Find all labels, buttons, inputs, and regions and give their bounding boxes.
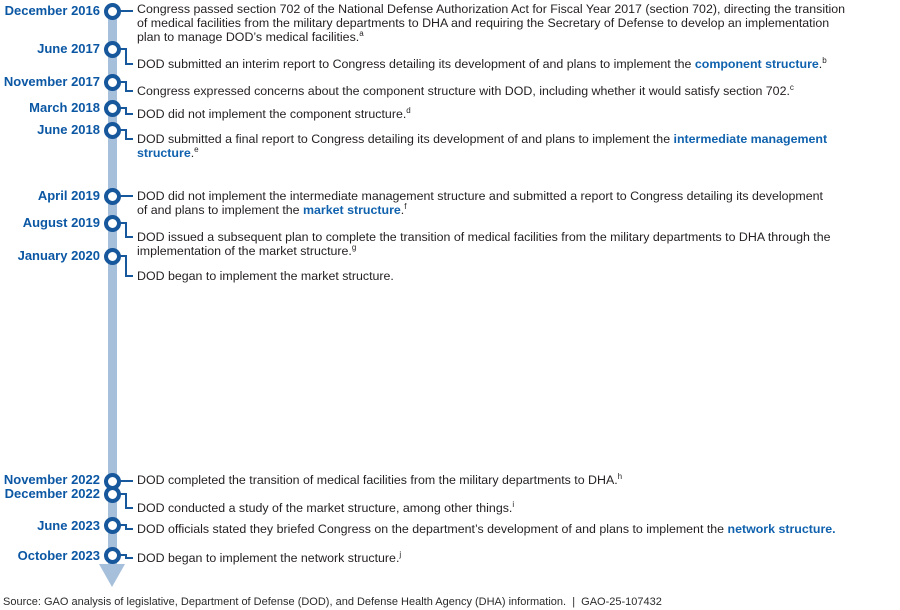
timeline-node-icon — [104, 100, 121, 117]
connector-segment — [125, 90, 134, 93]
event-description: Congress expressed concerns about the component structure with DOD, including whether it would satisfy section 702.$^c$ — [137, 82, 794, 98]
timeline-node-icon — [104, 486, 121, 503]
event-description: DOD completed the transition of medical facilities from the military departments to DHA.$^h$ — [137, 471, 623, 487]
timeline-arrow-down-icon — [99, 564, 125, 587]
connector-segment — [125, 528, 134, 531]
connector-segment — [125, 236, 134, 239]
event-description: DOD submitted an interim report to Congress detailing its development of and plans to implement the component structure.$^b$ — [137, 55, 827, 71]
event-description: DOD began to implement the market structure. — [137, 269, 394, 283]
event-date: April 2019 — [37, 188, 100, 203]
source-caption: Source: GAO analysis of legislative, Department of Defense (DOD), and Defense Health Agency (DHA) information. | GAO-25-107432 — [3, 596, 662, 608]
event-description: DOD began to implement the network structure.$^j$ — [137, 549, 402, 565]
event-date: November 2022 — [3, 472, 100, 487]
connector-segment — [120, 480, 133, 483]
event-description: Congress passed section 702 of the National Defense Authorization Act for Fiscal Year 2017 (section 702), directing the transition of medical facilities from the military departments to DHA and requiring the Secretary of Defense to develop an implementation plan to manage DOD’s medical facilities.$^a$ — [137, 2, 846, 44]
event-date: June 2023 — [37, 518, 100, 533]
event-date: March 2018 — [29, 100, 100, 115]
timeline-node-icon — [104, 3, 121, 20]
connector-segment — [125, 113, 134, 116]
event-date: December 2022 — [4, 486, 100, 501]
event-date: January 2020 — [17, 248, 100, 263]
connector-segment — [125, 63, 134, 66]
connector-segment — [120, 10, 133, 13]
event-description: DOD did not implement the intermediate management structure and submitted a report to Congress detailing its development of and plans to implement the market structure.$^f$ — [137, 189, 823, 217]
connector-segment — [125, 275, 134, 278]
event-date: October 2023 — [17, 548, 100, 563]
timeline-node-icon — [104, 248, 121, 265]
event-description: DOD issued a subsequent plan to complete the transition of medical facilities from the military departments to DHA through the implementation of the market structure.$^g$ — [137, 230, 831, 258]
event-date: August 2019 — [22, 215, 100, 230]
timeline-node-icon — [104, 547, 121, 564]
connector-segment — [125, 138, 134, 141]
connector-segment — [120, 195, 133, 198]
event-description: DOD conducted a study of the market structure, among other things.$^i$ — [137, 499, 515, 515]
event-description: DOD did not implement the component structure.$^d$ — [137, 105, 411, 121]
connector-segment — [125, 507, 134, 510]
event-description: DOD submitted a final report to Congress detailing its development of and plans to implement the intermediate management structure.$^e$ — [137, 132, 828, 160]
event-date: December 2016 — [4, 3, 100, 18]
connector-segment — [125, 557, 134, 560]
event-date: June 2018 — [37, 122, 100, 137]
event-date: June 2017 — [37, 41, 100, 56]
timeline-node-icon — [104, 122, 121, 139]
timeline-node-icon — [104, 188, 121, 205]
timeline-node-icon — [104, 517, 121, 534]
timeline-node-icon — [104, 41, 121, 58]
event-description: DOD officials stated they briefed Congress on the department’s development of and plans to implement the network structure. — [137, 522, 836, 536]
timeline-node-icon — [104, 215, 121, 232]
event-date: November 2017 — [3, 74, 100, 89]
timeline-node-icon — [104, 74, 121, 91]
